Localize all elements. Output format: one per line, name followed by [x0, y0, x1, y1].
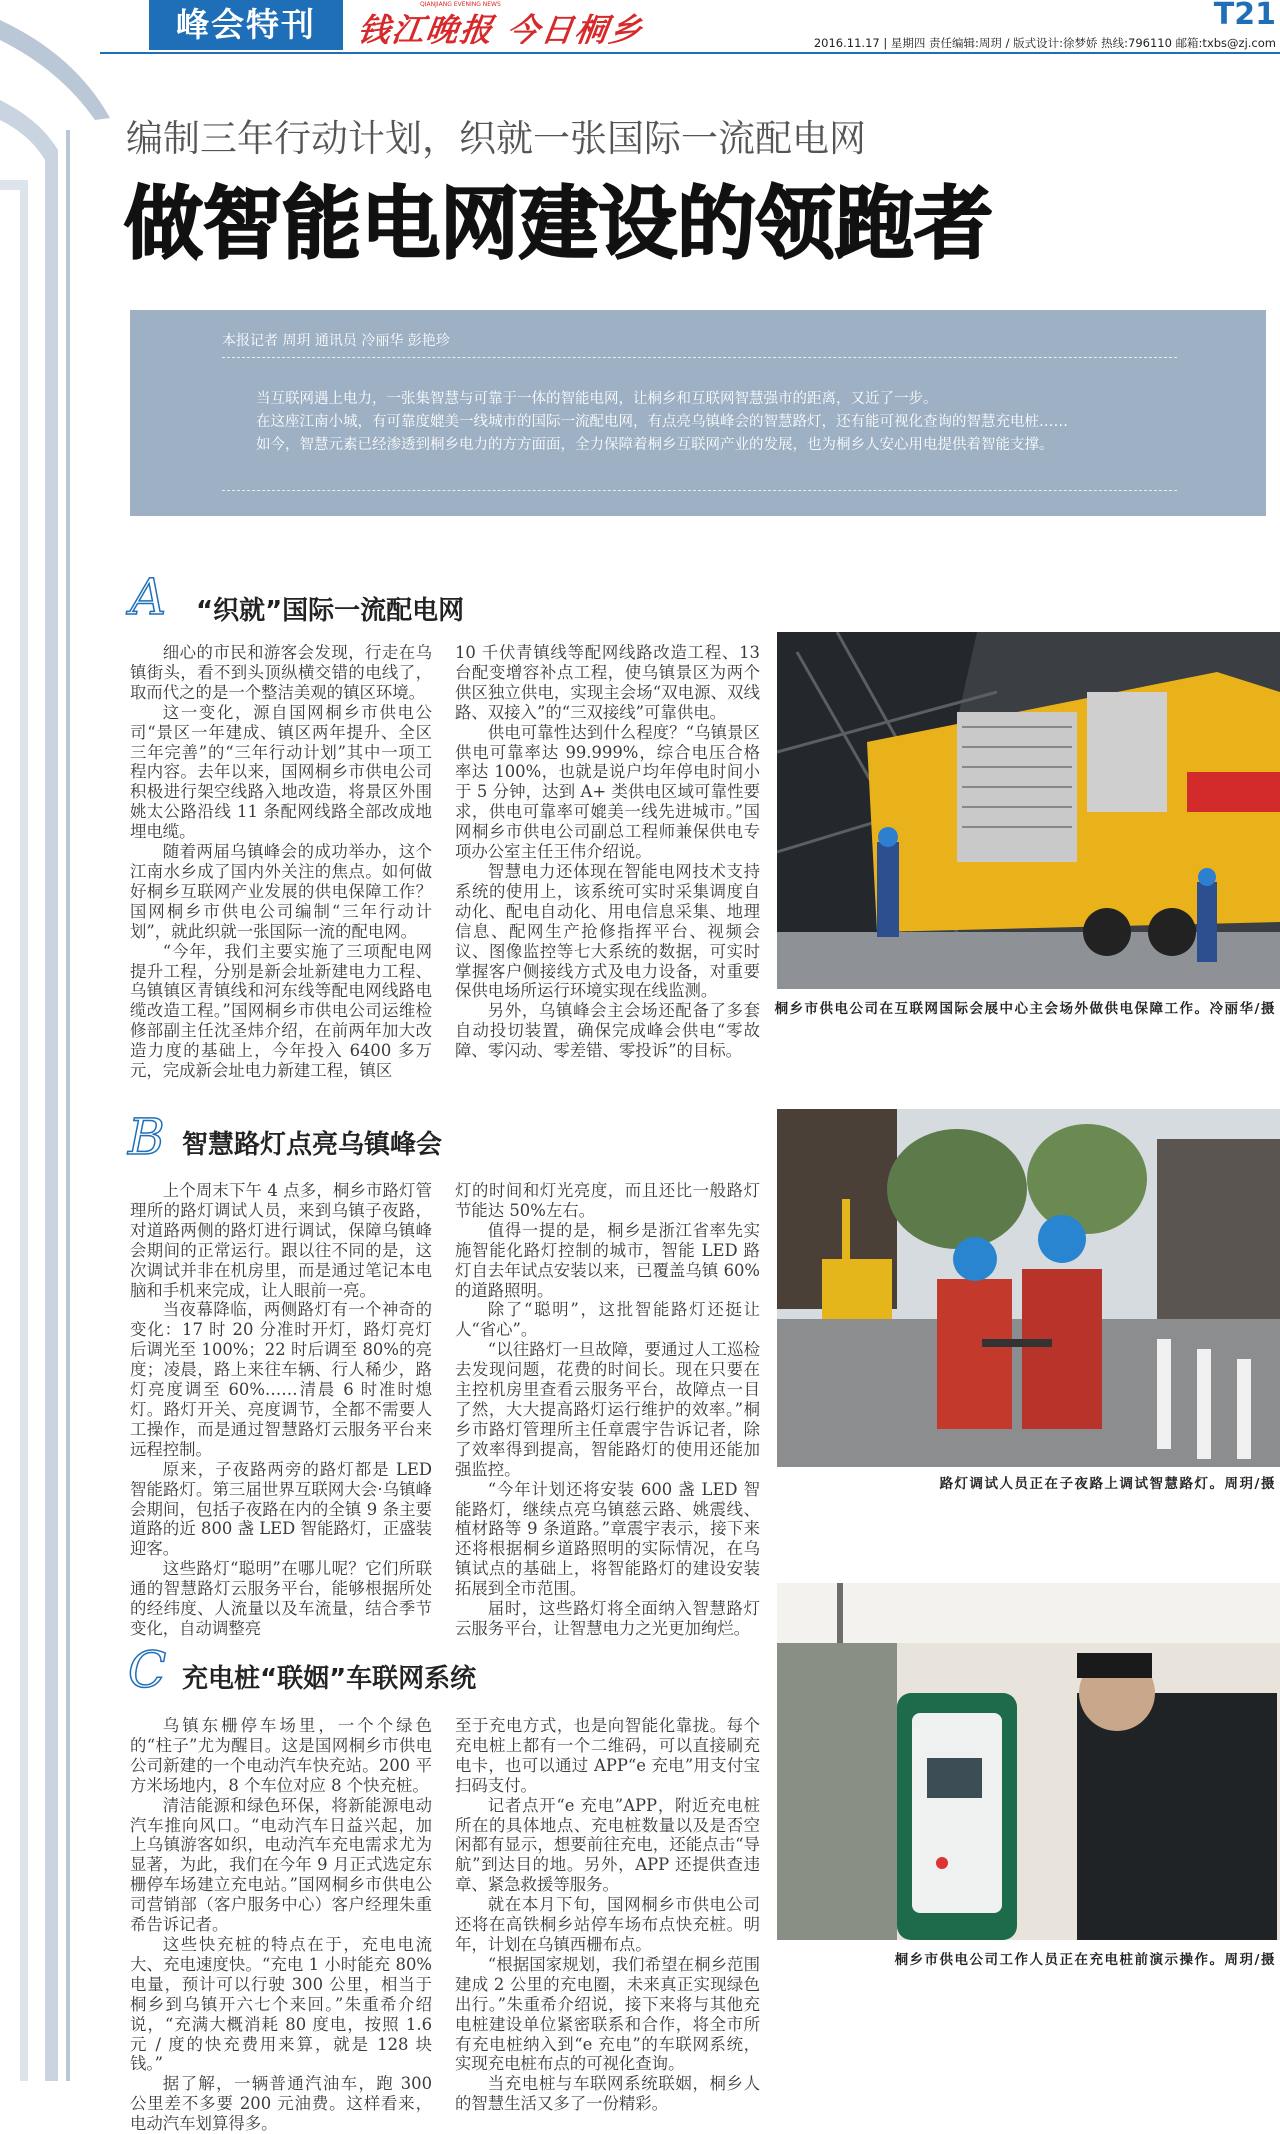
article-paragraph: 当充电桩与车联网系统联姻，桐乡人的智慧生活又多了一份精彩。 — [455, 2074, 760, 2114]
article-paragraph: 这些路灯“聪明”在哪儿呢？它们所联通的智慧路灯云服务平台，能够根据所处的经纬度、人流量以及车流量，结合季节变化，自动调整亮 — [130, 1559, 432, 1638]
section-letter-c: C — [128, 1641, 167, 1699]
article-paragraph: 乌镇东栅停车场里，一个个绿色的“柱子”尤为醒目。这是国网桐乡市供电公司新建的一个电动汽车快充站。200 平方米场地内，8 个车位对应 8 个快充桩。 — [130, 1716, 432, 1795]
page-number: T21 — [1213, 0, 1276, 32]
photo-power-truck — [777, 632, 1280, 989]
article-paragraph: 上个周末下午 4 点多，桐乡市路灯管理所的路灯调试人员，来到乌镇子夜路，对道路两侧的路灯进行调试，保障乌镇峰会期间的正常运行。跟以往不同的是，这次调试并非在机房里，而是通过笔记本电脑和手机来完成，让人眼前一亮。 — [130, 1181, 432, 1300]
section-letter-a: A — [130, 568, 167, 626]
text-column — [130, 1181, 432, 1639]
issue-info: 2016.11.17 | 星期四 责任编辑:周玥 / 版式设计:徐梦娇 热线:796110 邮箱:txbs@zj.com — [813, 36, 1276, 50]
section-label: 峰会特刊 — [149, 0, 343, 50]
section-heading: 充电桩“联姻”车联网系统 — [182, 1664, 477, 1694]
article-paragraph: 记者点开“e 充电”APP，附近充电桩所在的具体地点、充电桩数量以及是否空闲都有显示，想要前往充电，还能点击“导航”到达目的地。另外，APP 还提供查违章、紧急救援等服务。 — [455, 1795, 760, 1895]
lead-box — [130, 310, 1266, 516]
divider — [222, 490, 1177, 491]
photo-caption: 桐乡市供电公司在互联网国际会展中心主会场外做供电保障工作。冷丽华/摄 — [774, 1001, 1276, 1017]
lead-line: 在这座江南小城，有可靠度媲美一线城市的国际一流配电网，有点亮乌镇峰会的智慧路灯，还有能可视化查询的智慧充电桩…… — [256, 414, 1068, 430]
newspaper-logo: 钱江晚报 今日桐乡 — [355, 11, 646, 49]
article-subtitle: 编制三年行动计划，织就一张国际一流配电网 — [126, 117, 866, 160]
article-paragraph: 这一变化，源自国网桐乡市供电公司“景区一年建成、镇区两年提升、全区三年完善”的“三年行动计划”其中一项工程内容。去年以来，国网桐乡市供电公司积极进行架空线路入地改造，将景区外围姚太公路沿线 11 条配网线路全部改成地埋电缆。 — [130, 702, 432, 842]
article-paragraph: 至于充电方式，也是向智能化靠拢。每个充电桩上都有一个二维码，可以直接刷充电卡，也可以通过 APP“e 充电”用支付宝扫码支付。 — [455, 1716, 760, 1795]
lead-text — [256, 388, 1068, 457]
article-paragraph: 除了“聪明”，这批智能路灯还挺让人“省心”。 — [455, 1300, 760, 1340]
newspaper-logo-english: QIANJIANG EVENING NEWS — [420, 1, 501, 8]
lead-line: 当互联网遇上电力，一张集智慧与可靠于一体的智能电网，让桐乡和互联网智慧强市的距离，又近了一步。 — [256, 391, 938, 407]
article-paragraph: 原来，子夜路两旁的路灯都是 LED 智能路灯。第三届世界互联网大会·乌镇峰会期间，包括子夜路在内的全镇 9 条主要道路的近 800 盏 LED 智能路灯，正盛装迎客。 — [130, 1459, 432, 1559]
article-paragraph: 就在本月下旬，国网桐乡市供电公司还将在高铁桐乡站停车场布点快充桩。明年，计划在乌镇西栅布点。 — [455, 1895, 760, 1954]
lead-line: 如今，智慧元素已经渗透到桐乡电力的方方面面，全力保障着桐乡互联网产业的发展，也为桐乡人安心用电提供着智能支撑。 — [256, 437, 1054, 453]
article-paragraph: “以往路灯一旦故障，要通过人工巡检去发现问题，花费的时间长。现在只要在主控机房里查看云服务平台，故障点一目了然，大大提高路灯运行维护的效率。”桐乡市路灯管理所主任章震宇告诉记者，除了效率得到提高，智能路灯的使用还能加强监控。 — [455, 1340, 760, 1479]
section-letter-b: B — [128, 1108, 165, 1166]
article-paragraph: 清洁能源和绿色环保，将新能源电动汽车推向风口。“电动汽车日益兴起，加上乌镇游客如织，电动汽车充电需求尤为显著，为此，我们在今年 9 月正式选定东栅停车场建立充电站。”国网桐乡市供电公司营销部（客户服务中心）客户经理朱重希告诉记者。 — [130, 1795, 432, 1935]
article-paragraph: 智慧电力还体现在智能电网技术支持系统的使用上，该系统可实时采集调度自动化、配电自动化、用电信息采集、地理信息、配网生产抢修指挥平台、视频会议、图像监控等七大系统的数据，可实时掌握客户侧接线方式及电力设备，对重要保供电场所运行环境实现在线监测。 — [455, 861, 760, 1001]
photo-streetlight-test — [777, 1109, 1280, 1467]
photo-caption: 路灯调试人员正在子夜路上调试智慧路灯。周玥/摄 — [939, 1476, 1276, 1492]
decorative-eave-border — [0, 0, 130, 2081]
text-column — [130, 643, 432, 1081]
article-paragraph: 届时，这些路灯将全面纳入智慧路灯云服务平台，让智慧电力之光更加绚烂。 — [455, 1599, 760, 1638]
article-paragraph: 灯的时间和灯光亮度，而且还比一般路灯节能达 50%左右。 — [455, 1181, 760, 1220]
article-paragraph: 细心的市民和游客会发现，行走在乌镇街头，看不到头顶纵横交错的电线了，取而代之的是一个整洁美观的镇区环境。 — [130, 643, 432, 702]
text-column — [455, 1716, 760, 2114]
article-paragraph: 据了解，一辆普通汽油车，跑 300 公里差不多要 200 元油费。这样看来，电动汽车划算得多。 — [130, 2074, 432, 2134]
article-paragraph: 这些快充桩的特点在于，充电电流大、充电速度快。“充电 1 小时能充 80%电量，预计可以行驶 300 公里，相当于桐乡到乌镇开六七个来回。”朱重希介绍说，“充满大概消耗 80 度电，按照 1.6 元 / 度的快充费用来算，就是 128 块钱。” — [130, 1934, 432, 2074]
divider — [222, 357, 1177, 358]
text-column — [455, 1181, 760, 1639]
section-heading: 智慧路灯点亮乌镇峰会 — [182, 1130, 443, 1160]
byline: 本报记者 周玥 通讯员 冷丽华 彭艳珍 — [222, 333, 450, 349]
text-column — [130, 1716, 432, 2134]
article-paragraph: “今年，我们主要实施了三项配电网提升工程，分别是新会址新建电力工程、乌镇镇区青镇线和河东线等配电网线路电缆改造工程。”国网桐乡市供电公司运维检修部副主任沈圣炜介绍，在前两年加大改造力度的基础上，今年投入 6400 多万元，完成新会址电力新建工程，镇区 — [130, 941, 432, 1081]
article-paragraph: “今年计划还将安装 600 盏 LED 智能路灯，继续点亮乌镇慈云路、姚震线、植材路等 9 条道路。”章震宇表示，接下来还将根据桐乡道路照明的实际情况，在乌镇试点的基础上，将智能路灯的建设安装拓展到全市范围。 — [455, 1479, 760, 1599]
photo-charging-pile — [777, 1583, 1280, 1940]
article-paragraph: 10 千伏青镇线等配网线路改造工程、13 台配变增容补点工程，使乌镇景区为两个供区独立供电，实现主会场“双电源、双线路、双接入”的“三双接线”可靠供电。 — [455, 643, 760, 722]
article-paragraph: 当夜幕降临，两侧路灯有一个神奇的变化：17 时 20 分准时开灯，路灯亮灯后调光至 100%；22 时后调至 80%的亮度；凌晨，路上来往车辆、行人稀少，路灯亮度调至 60%……清晨 6 时准时熄灯。路灯开关、亮度调节，全都不需要人工操作，而是通过智慧路灯云服务平台来远程控制。 — [130, 1300, 432, 1459]
article-paragraph: 另外，乌镇峰会主会场还配备了多套自动投切装置，确保完成峰会供电“零故障、零闪动、零差错、零投诉”的目标。 — [455, 1001, 760, 1061]
article-title: 做智能电网建设的领跑者 — [124, 178, 993, 270]
article-paragraph: 随着两届乌镇峰会的成功举办，这个江南水乡成了国内外关注的焦点。如何做好桐乡互联网产业发展的供电保障工作？国网桐乡市供电公司编制“三年行动计划”，就此织就一张国际一流的配电网。 — [130, 842, 432, 941]
photo-caption: 桐乡市供电公司工作人员正在充电桩前演示操作。周玥/摄 — [894, 1952, 1276, 1968]
article-paragraph: “根据国家规划，我们希望在桐乡范围建成 2 公里的充电圈，未来真正实现绿色出行。”朱重希介绍说，接下来将与其他充电桩建设单位紧密联系和合作，将全市所有充电桩纳入到“e 充电”的车联网系统，实现充电桩布点的可视化查询。 — [455, 1954, 760, 2074]
article-paragraph: 供电可靠性达到什么程度？“乌镇景区供电可靠率达 99.999%，综合电压合格率达 100%，也就是说户均年停电时间小于 5 分钟，达到 A+ 类供电区域可靠性要求，供电可靠率可媲美一线先进城市。”国网桐乡市供电公司副总工程师兼保供电专项办公室主任王伟介绍说。 — [455, 722, 760, 862]
section-heading: “织就”国际一流配电网 — [196, 596, 465, 626]
header-rule — [100, 52, 1280, 54]
text-column — [455, 643, 760, 1061]
article-paragraph: 值得一提的是，桐乡是浙江省率先实施智能化路灯控制的城市，智能 LED 路灯自去年试点安装以来，已覆盖乌镇 60%的道路照明。 — [455, 1220, 760, 1300]
